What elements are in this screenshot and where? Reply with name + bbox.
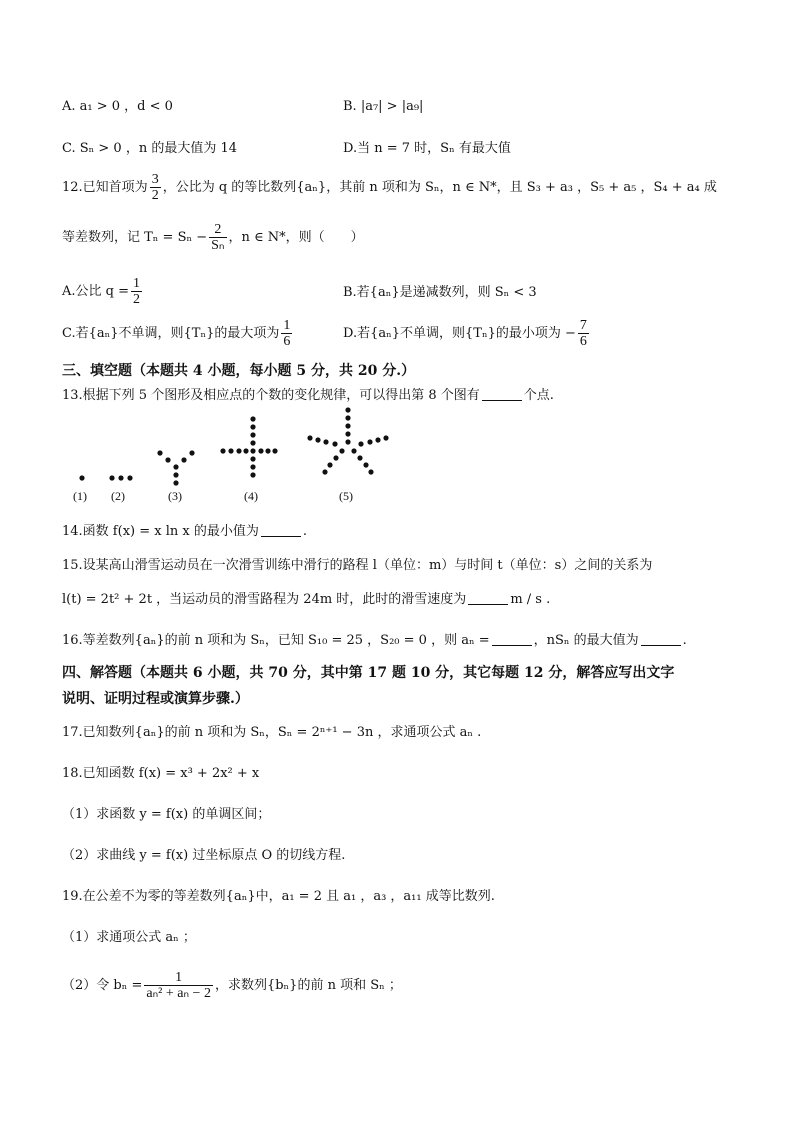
- q18-part1: （1）求函数 y = f(x) 的单调区间；: [62, 807, 271, 822]
- section-4-heading-line1: 四、解答题（本题共 6 小题，共 70 分，其中第 17 题 10 分，其它每题 12 分，解答应写出文字: [62, 665, 675, 681]
- q11-option-d: D.当 n = 7 时，Sₙ 有最大值: [343, 141, 511, 156]
- q14-text: 14.函数 f(x) = x ln x 的最小值为 .: [62, 524, 307, 539]
- q15-line1: 15.设某高山滑雪运动员在一次滑雪训练中滑行的路程 l（单位：m）与时间 t（单位：s）之间的关系为: [62, 558, 653, 573]
- q19-bn-fraction: $\frac{1}{\text{aₙ² + aₙ − 2}}$: [146, 970, 211, 1001]
- q16-answer-blank-1[interactable]: [492, 633, 532, 646]
- figure-4-caption: (4): [244, 489, 258, 503]
- q12-tn-fraction: $\frac{2}{\text{Sₙ}}$: [211, 222, 225, 253]
- q12-option-d: D.若{aₙ}不单调，则{Tₙ}的最小项为 − $\frac{7}{6}$: [343, 318, 587, 349]
- figure-4-dots: [220, 416, 277, 477]
- figure-5-caption: (5): [339, 489, 353, 503]
- q12-line2: 等差数列，记 Tₙ = Sₙ − $\frac{2}{\text{Sₙ}}$ ，n ∈ N*，则（ ）: [62, 222, 364, 253]
- figure-3-caption: (3): [168, 489, 182, 503]
- q12-option-d-fraction: $\frac{7}{6}$: [579, 318, 587, 349]
- q16-answer-blank-2[interactable]: [641, 633, 681, 646]
- q16-text: 16.等差数列{aₙ}的前 n 项和为 Sₙ，已知 S₁₀ = 25 ，S₂₀ = 0 ，则 aₙ = ，nSₙ 的最大值为 .: [62, 633, 687, 648]
- q11-option-b: B. |a₇| > |a₉|: [343, 99, 424, 114]
- q18-stem: 18.已知函数 f(x) = x³ + 2x² + x: [62, 766, 260, 781]
- q17-text: 17.已知数列{aₙ}的前 n 项和为 Sₙ，Sₙ = 2ⁿ⁺¹ − 3n ，求通项公式 aₙ .: [62, 725, 482, 740]
- q12-option-a: A.公比 q = $\frac{1}{2}$: [62, 276, 140, 307]
- section-4-heading-line2: 说明、证明过程或演算步骤.）: [62, 691, 249, 707]
- q19-stem: 19.在公差不为零的等差数列{aₙ}中，a₁ = 2 且 a₁ ，a₃ ，a₁₁ 成等比数列.: [62, 889, 495, 904]
- q12-first-term-fraction: $\frac{3}{2}$: [151, 172, 159, 203]
- q12-line1: [62, 172, 717, 204]
- figure-5-dots: [307, 407, 388, 474]
- q19-part2: （2）令 bₙ = $\frac{1}{\text{aₙ² + aₙ − 2}}$ ，求数列{bₙ}的前 n 项和 Sₙ ；: [62, 970, 402, 1001]
- q12-option-c: C.若{aₙ}不单调，则{Tₙ}的最大项为 $\frac{1}{6}$: [62, 318, 291, 349]
- q12-line1-rest: ，公比为 q 的等比数列{aₙ}，其前 n 项和为 Sₙ，n ∈ N*，且 S₃ + a₃ ，S₅ + a₅ ，S₄ + a₄ 成: [162, 180, 717, 195]
- figure-3-dots: [157, 450, 194, 485]
- q12-option-b: B.若{aₙ}是递减数列，则 Sₙ < 3: [343, 285, 537, 300]
- q11-option-c: C. Sₙ > 0 ，n 的最大值为 14: [62, 141, 238, 156]
- figure-2-caption: (2): [111, 489, 125, 503]
- q12-prefix: 12.已知首项为: [62, 180, 148, 195]
- section-3-heading: 三、填空题（本题共 4 小题，每小题 5 分，共 20 分.）: [62, 363, 416, 379]
- q13-dot-figures: [60, 405, 480, 505]
- q13-text: 13.根据下列 5 个图形及相应点的个数的变化规律，可以得出第 8 个图有 个点.: [62, 388, 554, 403]
- q15-answer-blank[interactable]: [468, 592, 508, 605]
- figure-1-dots: [79, 475, 84, 480]
- figure-2-dots: [109, 475, 132, 480]
- q18-part2: （2）求曲线 y = f(x) 过坐标原点 O 的切线方程.: [62, 848, 346, 863]
- q12-option-a-fraction: $\frac{1}{2}$: [133, 276, 140, 307]
- figure-1-caption: (1): [73, 489, 87, 503]
- q15-line2: l(t) = 2t² + 2t ，当运动员的滑雪路程为 24m 时，此时的滑雪速度为 m / s .: [62, 592, 551, 607]
- q13-answer-blank[interactable]: [482, 388, 522, 401]
- q19-part1: （1）求通项公式 aₙ ；: [62, 930, 196, 945]
- q11-option-a: A. a₁ > 0 ，d < 0: [62, 99, 173, 114]
- q12-option-c-fraction: $\frac{1}{6}$: [283, 318, 291, 349]
- q14-answer-blank[interactable]: [261, 524, 301, 537]
